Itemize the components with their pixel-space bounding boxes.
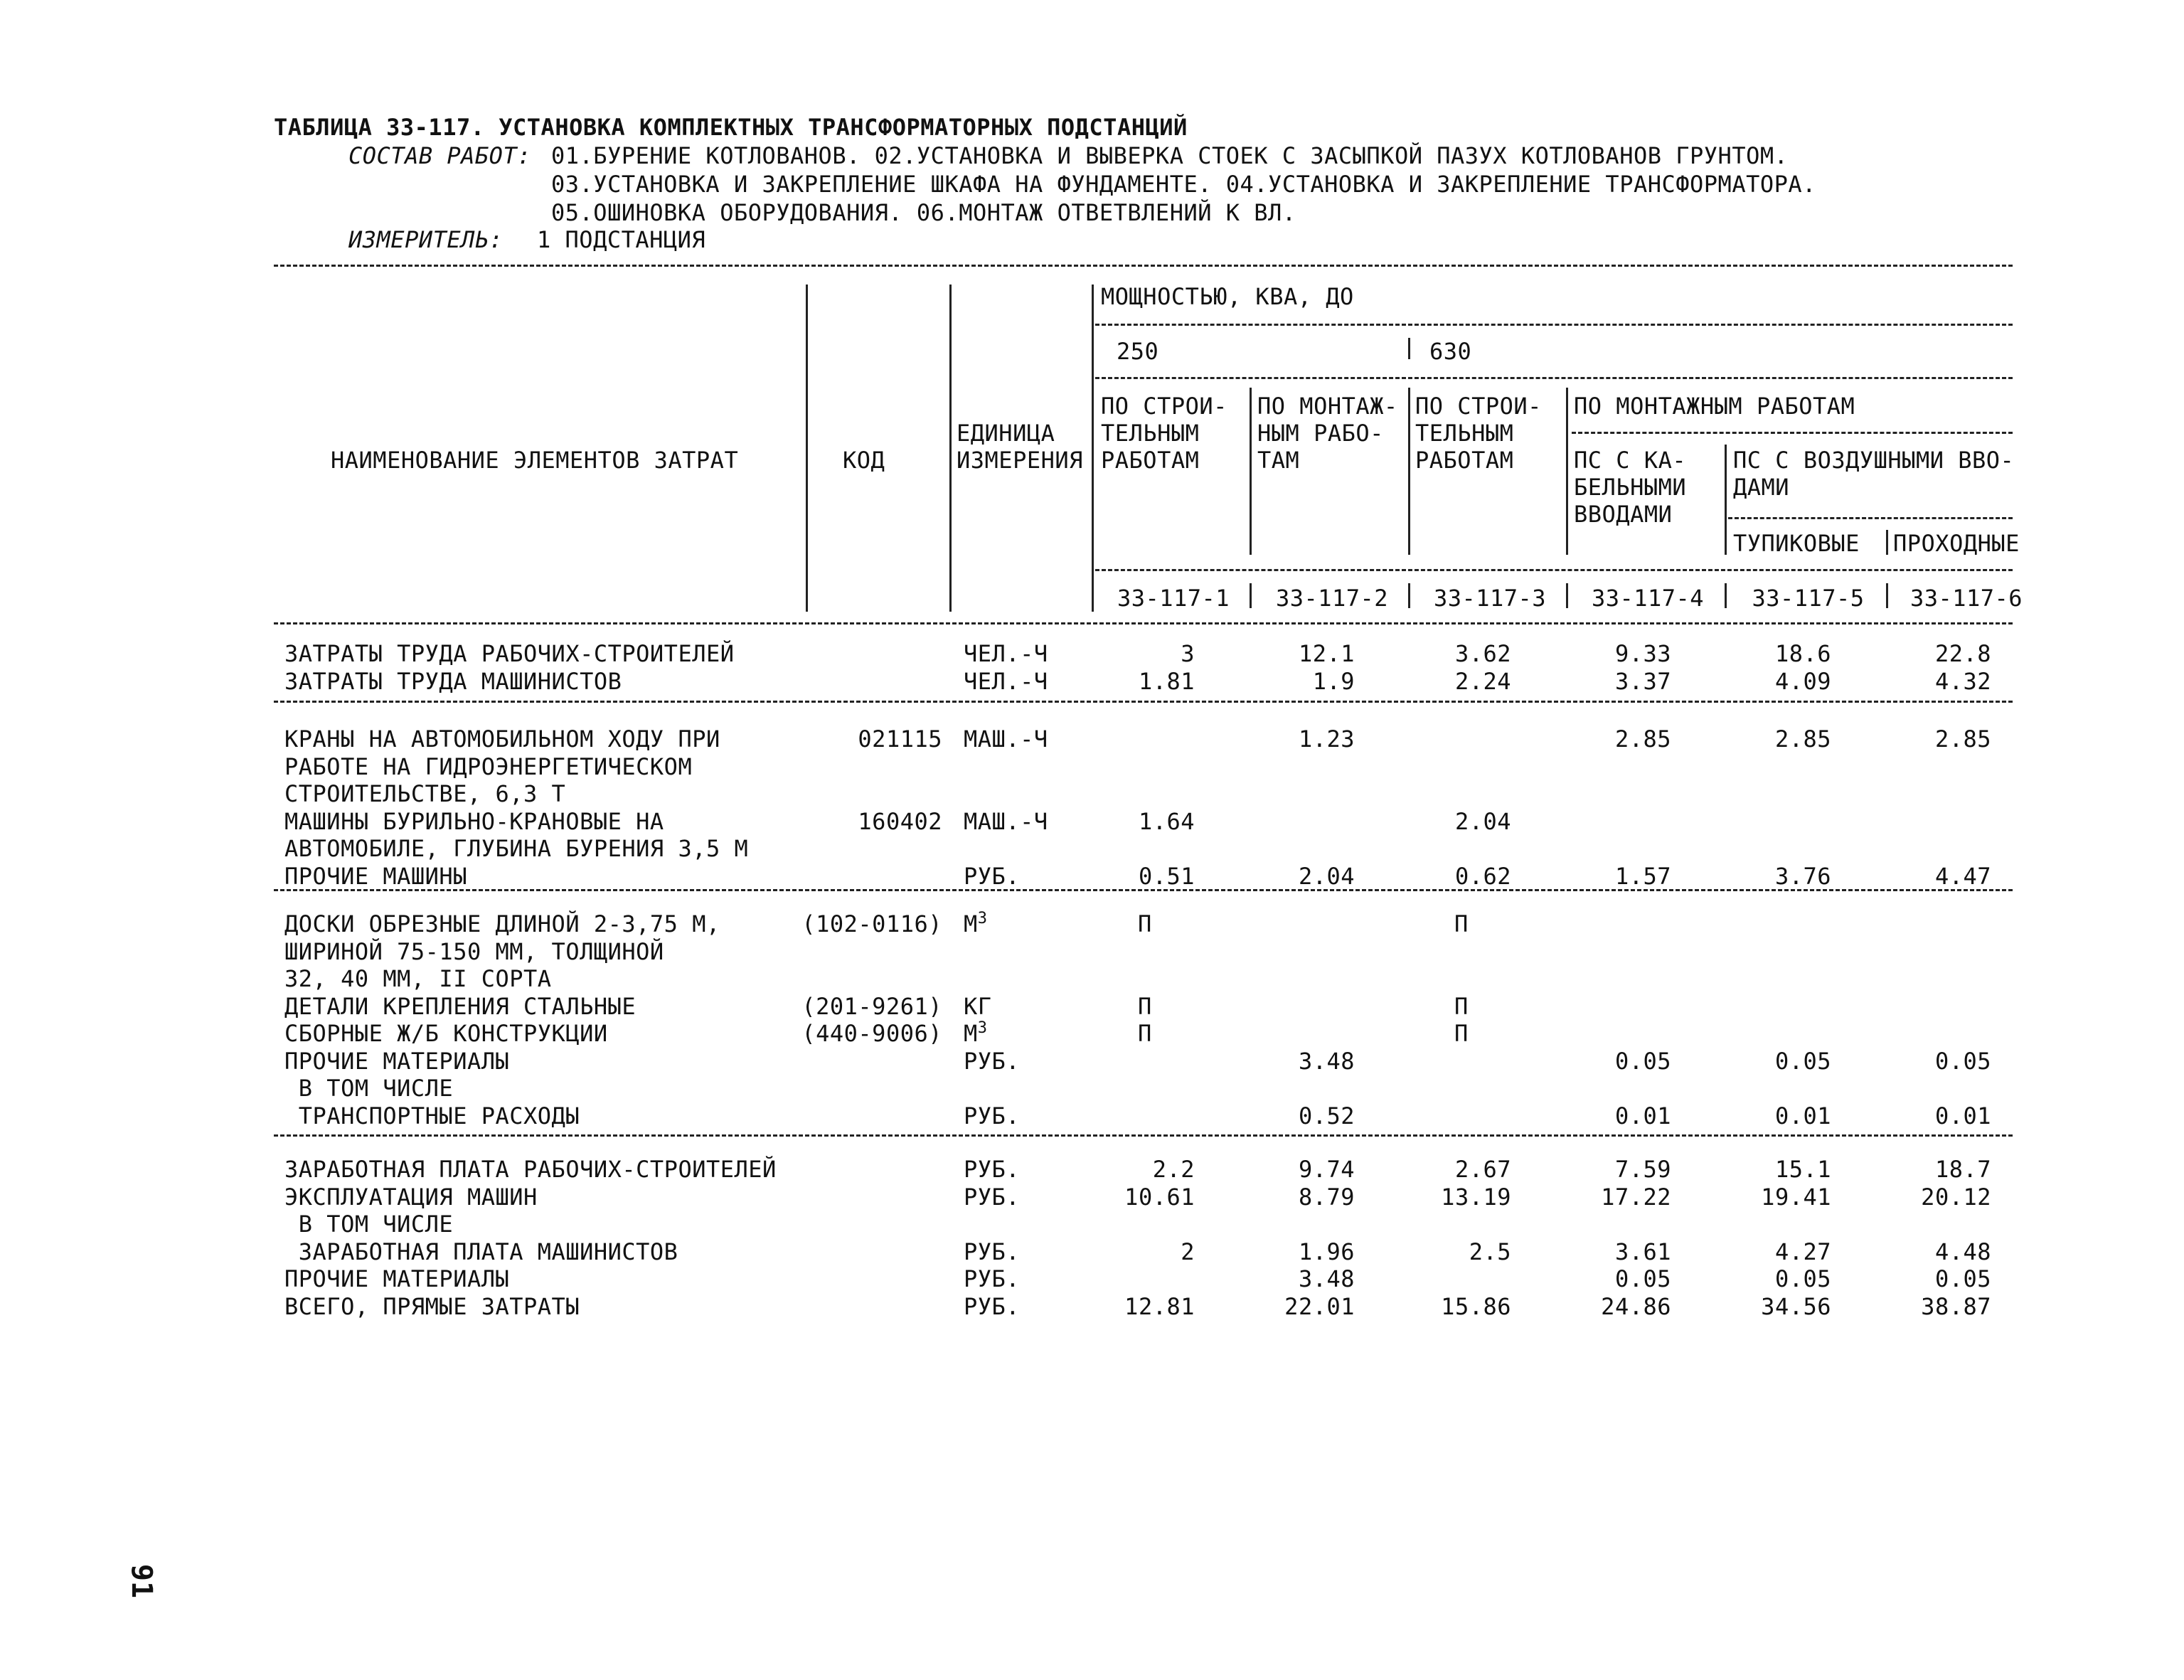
row-name: МАШИНЫ БУРИЛЬНО-КРАНОВЫЕ НА	[284, 807, 664, 835]
row-name: ЭКСПЛУАТАЦИЯ МАШИН	[284, 1183, 538, 1211]
row-name: ДЕТАЛИ КРЕПЛЕНИЯ СТАЛЬНЫЕ	[284, 992, 636, 1020]
row-value: 4.09	[1774, 667, 1831, 695]
row-name: ПРОЧИЕ МАТЕРИАЛЫ	[284, 1265, 510, 1292]
column-separator	[1886, 530, 1888, 555]
row-code: (201-9261)	[801, 992, 942, 1020]
row-value: 38.87	[1921, 1292, 1991, 1320]
divider	[1095, 569, 2013, 571]
divider	[1728, 517, 2013, 519]
row-value: 3.62	[1454, 640, 1511, 667]
row-value: 1.64	[1138, 807, 1195, 835]
column-separator	[1566, 583, 1568, 608]
row-value: 1.96	[1298, 1238, 1355, 1265]
row-value: 2.04	[1454, 807, 1511, 835]
divider	[274, 1134, 2013, 1137]
row-value: П	[1138, 992, 1152, 1020]
row-value: 19.41	[1761, 1183, 1831, 1211]
row-unit: ЧЕЛ.-Ч	[964, 640, 1048, 667]
row-name: ЗАТРАТЫ ТРУДА РАБОЧИХ-СТРОИТЕЛЕЙ	[284, 640, 735, 667]
divider	[1572, 432, 2013, 434]
column-separator	[1408, 583, 1410, 608]
column-separator	[1725, 445, 1727, 555]
row-unit	[964, 1020, 988, 1047]
column-separator	[1092, 285, 1094, 612]
column-header-unit: ИЗМЕРЕНИЯ	[957, 447, 1083, 474]
row-code: 021115	[858, 725, 942, 753]
divider	[274, 622, 2013, 624]
row-name: В ТОМ ЧИСЛЕ	[284, 1211, 454, 1238]
column-header-250: 250	[1117, 338, 1159, 365]
row-value: 18.6	[1774, 640, 1831, 667]
row-value: 4.48	[1934, 1238, 1991, 1265]
column-separator	[1250, 388, 1252, 555]
row-name: СБОРНЫЕ Ж/Б КОНСТРУКЦИИ	[284, 1020, 608, 1047]
row-value: 0.62	[1454, 862, 1511, 890]
row-name: АВТОМОБИЛЕ, ГЛУБИНА БУРЕНИЯ 3,5 М	[284, 835, 749, 862]
measure-value: 1 ПОДСТАНЦИЯ	[537, 226, 706, 253]
row-value: 1.57	[1614, 862, 1671, 890]
column-separator	[1408, 338, 1410, 359]
row-value: 24.86	[1601, 1292, 1671, 1320]
row-value: 2.2	[1152, 1156, 1195, 1183]
divider	[1095, 377, 2013, 379]
row-value: 2.67	[1454, 1156, 1511, 1183]
column-header-c1: ПО СТРОИ-	[1101, 393, 1227, 420]
unit-text: М	[964, 910, 978, 937]
row-value: 2.5	[1469, 1238, 1511, 1265]
row-name: ВСЕГО, ПРЯМЫЕ ЗАТРАТЫ	[284, 1292, 580, 1320]
row-value: 1.9	[1312, 667, 1355, 695]
column-header-cable: ПС С КА-	[1574, 447, 1687, 474]
column-header-cable: БЕЛЬНЫМИ	[1574, 474, 1687, 501]
table-title: ТАБЛИЦА 33-117. УСТАНОВКА КОМПЛЕКТНЫХ ТРАНСФОРМАТОРНЫХ ПОДСТАНЦИЙ	[274, 114, 1188, 141]
row-value: 0.51	[1138, 862, 1195, 890]
row-unit: РУБ.	[964, 1156, 1021, 1183]
row-value: 12.1	[1298, 640, 1355, 667]
unit-exponent: 3	[977, 910, 988, 927]
row-name: ПРОЧИЕ МАТЕРИАЛЫ	[284, 1047, 510, 1075]
row-value: 0.05	[1774, 1265, 1831, 1292]
row-value: 0.05	[1934, 1047, 1991, 1075]
column-header-c2: ТАМ	[1257, 447, 1300, 474]
row-value: 4.47	[1934, 862, 1991, 890]
row-name: В ТОМ ЧИСЛЕ	[284, 1075, 454, 1102]
row-value: П	[1454, 1020, 1469, 1047]
row-unit: РУБ.	[964, 1102, 1021, 1129]
row-value: 12.81	[1124, 1292, 1195, 1320]
row-value: 1.23	[1298, 725, 1355, 753]
unit-text: М	[964, 1020, 978, 1047]
row-unit: РУБ.	[964, 1238, 1021, 1265]
column-separator	[806, 285, 808, 612]
row-value: 18.7	[1934, 1156, 1991, 1183]
column-code: 33-117-3	[1433, 585, 1547, 612]
row-code: (102-0116)	[801, 910, 942, 937]
row-value: 17.22	[1601, 1183, 1671, 1211]
composition-line: 03.УСТАНОВКА И ЗАКРЕПЛЕНИЕ ШКАФА НА ФУНДАМЕНТЕ. 04.УСТАНОВКА И ЗАКРЕПЛЕНИЕ ТРАНСФОРМАТОРА.	[551, 171, 1816, 198]
row-unit: РУБ.	[964, 1292, 1021, 1320]
column-separator	[949, 285, 952, 612]
divider	[274, 701, 2013, 703]
row-value: 15.86	[1441, 1292, 1511, 1320]
composition-line: 05.ОШИНОВКА ОБОРУДОВАНИЯ. 06.МОНТАЖ ОТВЕТВЛЕНИЙ К ВЛ.	[551, 199, 1296, 226]
column-header-mont: ПО МОНТАЖНЫМ РАБОТАМ	[1574, 393, 1855, 420]
column-header-c2: НЫМ РАБО-	[1257, 420, 1384, 447]
column-code: 33-117-2	[1275, 585, 1389, 612]
divider	[1095, 324, 2013, 326]
column-header-c1: РАБОТАМ	[1101, 447, 1200, 474]
row-value: 0.05	[1934, 1265, 1991, 1292]
row-value: 3.48	[1298, 1265, 1355, 1292]
row-value: 9.33	[1614, 640, 1671, 667]
row-value: 4.32	[1934, 667, 1991, 695]
row-value: 3.37	[1614, 667, 1671, 695]
row-value: 2.24	[1454, 667, 1511, 695]
row-name: КРАНЫ НА АВТОМОБИЛЬНОМ ХОДУ ПРИ	[284, 725, 720, 753]
column-header-c3: РАБОТАМ	[1415, 447, 1514, 474]
row-name: ТРАНСПОРТНЫЕ РАСХОДЫ	[284, 1102, 580, 1129]
column-code: 33-117-1	[1117, 585, 1230, 612]
row-value: 1.81	[1138, 667, 1195, 695]
column-code: 33-117-4	[1591, 585, 1705, 612]
row-value: П	[1138, 1020, 1152, 1047]
unit-exponent: 3	[977, 1019, 988, 1037]
row-value: П	[1138, 910, 1152, 937]
column-header-name: НАИМЕНОВАНИЕ ЭЛЕМЕНТОВ ЗАТРАТ	[331, 447, 739, 474]
column-separator	[1250, 583, 1252, 608]
row-value: П	[1454, 910, 1469, 937]
row-unit: РУБ.	[964, 1265, 1021, 1292]
column-header-c2: ПО МОНТАЖ-	[1257, 393, 1398, 420]
row-value: 10.61	[1124, 1183, 1195, 1211]
row-value: 0.05	[1614, 1047, 1671, 1075]
column-header-air: ДАМИ	[1733, 474, 1790, 501]
row-value: 0.01	[1774, 1102, 1831, 1129]
row-unit: РУБ.	[964, 862, 1021, 890]
row-value: 0.01	[1934, 1102, 1991, 1129]
row-name: ЗАТРАТЫ ТРУДА МАШИНИСТОВ	[284, 667, 622, 695]
row-code: 160402	[858, 807, 942, 835]
row-value: 15.1	[1774, 1156, 1831, 1183]
row-value: 2	[1181, 1238, 1195, 1265]
column-header-630: 630	[1429, 338, 1472, 365]
column-separator	[1566, 388, 1568, 555]
column-header-power: МОЩНОСТЬЮ, КВА, ДО	[1101, 283, 1354, 310]
measure-label: ИЗМЕРИТЕЛЬ:	[348, 226, 504, 253]
row-name: ПРОЧИЕ МАШИНЫ	[284, 862, 467, 890]
row-unit: КГ	[964, 992, 992, 1020]
row-value: 13.19	[1441, 1183, 1511, 1211]
column-header-dead: ТУПИКОВЫЕ	[1733, 530, 1860, 557]
row-name: РАБОТЕ НА ГИДРОЭНЕРГЕТИЧЕСКОМ	[284, 753, 693, 780]
row-value: П	[1454, 992, 1469, 1020]
row-value: 4.27	[1774, 1238, 1831, 1265]
column-header-c3: ТЕЛЬНЫМ	[1415, 420, 1514, 447]
row-value: 0.52	[1298, 1102, 1355, 1129]
row-code: (440-9006)	[801, 1020, 942, 1047]
row-value: 2.85	[1934, 725, 1991, 753]
column-separator	[1408, 388, 1410, 555]
page-number: 91	[125, 1563, 159, 1599]
column-header-pass: ПРОХОДНЫЕ	[1893, 530, 2020, 557]
row-unit: МАШ.-Ч	[964, 725, 1048, 753]
row-value: 22.01	[1284, 1292, 1355, 1320]
row-value: 34.56	[1761, 1292, 1831, 1320]
row-name: ШИРИНОЙ 75-150 ММ, ТОЛЩИНОЙ	[284, 937, 664, 965]
row-value: 9.74	[1298, 1156, 1355, 1183]
row-value: 7.59	[1614, 1156, 1671, 1183]
row-value: 2.04	[1298, 862, 1355, 890]
row-name: ЗАРАБОТНАЯ ПЛАТА МАШИНИСТОВ	[284, 1238, 678, 1265]
row-name: 32, 40 ММ, II СОРТА	[284, 965, 552, 992]
divider	[274, 265, 2013, 267]
column-code: 33-117-5	[1752, 585, 1865, 612]
row-value: 0.01	[1614, 1102, 1671, 1129]
row-value: 2.85	[1614, 725, 1671, 753]
row-unit	[964, 910, 988, 937]
row-value: 3.76	[1774, 862, 1831, 890]
column-header-cable: ВВОДАМИ	[1574, 501, 1673, 528]
row-unit: РУБ.	[964, 1047, 1021, 1075]
column-header-air: ПС С ВОЗДУШНЫМИ ВВО-	[1733, 447, 2015, 474]
column-header-c3: ПО СТРОИ-	[1415, 393, 1542, 420]
row-value: 3	[1181, 640, 1195, 667]
row-name: СТРОИТЕЛЬСТВЕ, 6,3 Т	[284, 780, 566, 807]
column-separator	[1886, 583, 1888, 608]
column-header-c1: ТЕЛЬНЫМ	[1101, 420, 1200, 447]
row-unit: МАШ.-Ч	[964, 807, 1048, 835]
column-code: 33-117-6	[1909, 585, 2023, 612]
row-value: 0.05	[1614, 1265, 1671, 1292]
row-value: 3.48	[1298, 1047, 1355, 1075]
column-separator	[1725, 583, 1727, 608]
column-header-unit: ЕДИНИЦА	[957, 420, 1055, 447]
composition-line: 01.БУРЕНИЕ КОТЛОВАНОВ. 02.УСТАНОВКА И ВЫВЕРКА СТОЕК С ЗАСЫПКОЙ ПАЗУХ КОТЛОВАНОВ ГРУНТОМ.	[551, 142, 1789, 169]
row-value: 0.05	[1774, 1047, 1831, 1075]
row-name: ДОСКИ ОБРЕЗНЫЕ ДЛИНОЙ 2-3,75 М,	[284, 910, 720, 937]
composition-label: СОСТАВ РАБОТ:	[348, 142, 531, 169]
row-value: 20.12	[1921, 1183, 1991, 1211]
row-unit: ЧЕЛ.-Ч	[964, 667, 1048, 695]
row-value: 2.85	[1774, 725, 1831, 753]
row-value: 8.79	[1298, 1183, 1355, 1211]
row-value: 3.61	[1614, 1238, 1671, 1265]
row-name: ЗАРАБОТНАЯ ПЛАТА РАБОЧИХ-СТРОИТЕЛЕЙ	[284, 1156, 777, 1183]
row-value: 22.8	[1934, 640, 1991, 667]
column-header-code: КОД	[843, 447, 885, 474]
row-unit: РУБ.	[964, 1183, 1021, 1211]
